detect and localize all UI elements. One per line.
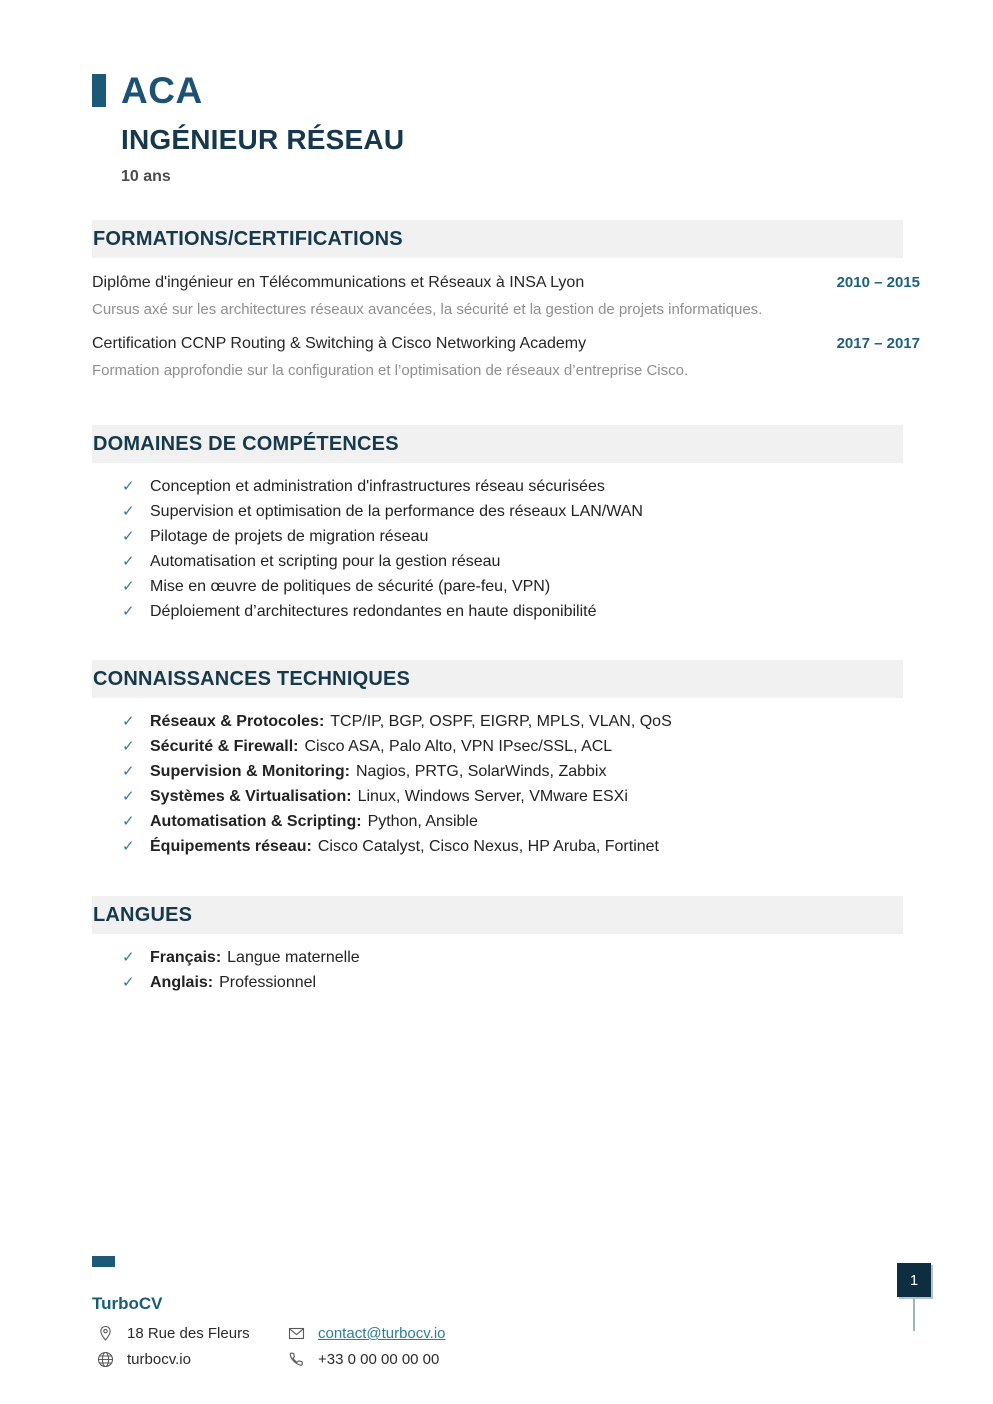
- list-item: [122, 763, 993, 780]
- skill-value: Cisco ASA, Palo Alto, VPN IPsec/SSL, ACL: [304, 738, 613, 755]
- skill-label: Sécurité & Firewall:: [150, 738, 299, 755]
- list-item: [122, 974, 993, 991]
- list-item: [122, 503, 993, 520]
- skill-value: Nagios, PRTG, SolarWinds, Zabbix: [356, 763, 607, 780]
- page-badge-line: [913, 1299, 915, 1331]
- skill-value: Python, Ansible: [367, 813, 478, 830]
- list-item: [122, 813, 993, 830]
- check-icon: ✓: [122, 578, 135, 595]
- list-item: [122, 738, 993, 755]
- website-text: turbocv.io: [127, 1351, 191, 1368]
- check-icon: ✓: [122, 528, 135, 545]
- list-item: [122, 478, 993, 495]
- formation-title: Diplôme d'ingénieur en Télécommunications et Réseaux à INSA Lyon: [92, 274, 585, 291]
- list-item: [122, 713, 993, 730]
- formation-dates: 2017 – 2017: [836, 335, 920, 352]
- list-item: [122, 838, 993, 855]
- section-header-formations: [92, 220, 903, 258]
- formation-entry: [92, 274, 920, 321]
- skill-value: Linux, Windows Server, VMware ESXi: [357, 788, 628, 805]
- location-icon: [97, 1325, 114, 1342]
- check-icon: ✓: [122, 478, 135, 495]
- skill-label: Automatisation & Scripting:: [150, 813, 362, 830]
- section-header-domaines: [92, 425, 903, 463]
- globe-icon: [97, 1351, 114, 1368]
- candidate-name: ACA: [121, 70, 203, 111]
- list-item: [122, 949, 993, 966]
- section-domaines: [92, 425, 993, 620]
- check-icon: ✓: [122, 788, 135, 805]
- skill-label: Supervision & Monitoring:: [150, 763, 350, 780]
- language-label: Anglais:: [150, 974, 214, 991]
- list-item: [122, 788, 993, 805]
- skill-text: Conception et administration d'infrastructures réseau sécurisées: [150, 478, 605, 495]
- check-icon: ✓: [122, 503, 135, 520]
- skill-text: Mise en œuvre de politiques de sécurité (pare-feu, VPN): [150, 578, 551, 595]
- formation-title: Certification CCNP Routing & Switching à Cisco Networking Academy: [92, 335, 587, 352]
- job-title: INGÉNIEUR RÉSEAU: [121, 124, 405, 155]
- skill-label: Réseaux & Protocoles:: [150, 713, 325, 730]
- email-icon: [288, 1325, 305, 1342]
- page-number-badge: 1: [897, 1263, 931, 1297]
- section-connaissances: [92, 660, 993, 855]
- section-formations: [92, 220, 993, 382]
- section-title: CONNAISSANCES TECHNIQUES: [93, 667, 411, 690]
- section-title: FORMATIONS/CERTIFICATIONS: [93, 227, 403, 250]
- section-langues: [92, 896, 993, 991]
- section-title: LANGUES: [93, 903, 193, 926]
- language-level: Professionnel: [219, 974, 317, 991]
- footer-address: [92, 1325, 283, 1342]
- footer-phone: [283, 1351, 446, 1368]
- list-item: [122, 553, 993, 570]
- check-icon: ✓: [122, 838, 135, 855]
- check-icon: ✓: [122, 553, 135, 570]
- check-icon: ✓: [122, 949, 135, 966]
- brand-accent-bar: [92, 74, 106, 107]
- experience-years: 10 ans: [121, 168, 171, 185]
- check-icon: ✓: [122, 713, 135, 730]
- formation-description: Cursus axé sur les architectures réseaux avancées, la sécurité et la gestion de projets informatiques.: [92, 301, 763, 318]
- phone-text: +33 0 00 00 00 00: [318, 1351, 440, 1368]
- check-icon: ✓: [122, 763, 135, 780]
- language-label: Français:: [150, 949, 222, 966]
- skill-text: Automatisation et scripting pour la gestion réseau: [150, 553, 501, 570]
- check-icon: ✓: [122, 813, 135, 830]
- skill-text: Déploiement d’architectures redondantes en haute disponibilité: [150, 603, 597, 620]
- skill-text: Supervision et optimisation de la performance des réseaux LAN/WAN: [150, 503, 643, 520]
- footer-website: [92, 1351, 283, 1368]
- section-title: DOMAINES DE COMPÉTENCES: [93, 432, 399, 455]
- language-level: Langue maternelle: [227, 949, 360, 966]
- footer: [92, 1256, 446, 1368]
- address-text: 18 Rue des Fleurs: [127, 1325, 250, 1342]
- list-item: [122, 603, 993, 620]
- check-icon: ✓: [122, 603, 135, 620]
- phone-icon: [288, 1351, 305, 1368]
- check-icon: ✓: [122, 974, 135, 991]
- section-header-langues: [92, 896, 903, 934]
- skill-value: Cisco Catalyst, Cisco Nexus, HP Aruba, Fortinet: [317, 838, 659, 855]
- footer-brand: TurboCV: [92, 1294, 163, 1313]
- skill-value: TCP/IP, BGP, OSPF, EIGRP, MPLS, VLAN, QoS: [330, 713, 672, 730]
- formation-description: Formation approfondie sur la configuration et l’optimisation de réseaux d’entreprise Cisco.: [92, 362, 689, 379]
- formation-dates: 2010 – 2015: [836, 274, 920, 291]
- check-icon: ✓: [122, 738, 135, 755]
- section-header-connaissances: [92, 660, 903, 698]
- list-item: [122, 578, 993, 595]
- header: [92, 72, 993, 109]
- email-link[interactable]: contact@turbocv.io: [318, 1325, 446, 1342]
- formation-entry: [92, 335, 920, 382]
- skill-label: Systèmes & Virtualisation:: [150, 788, 352, 805]
- footer-accent-bar: [92, 1256, 115, 1267]
- footer-email: [283, 1325, 446, 1342]
- skill-text: Pilotage de projets de migration réseau: [150, 528, 429, 545]
- skill-label: Équipements réseau:: [150, 838, 312, 855]
- list-item: [122, 528, 993, 545]
